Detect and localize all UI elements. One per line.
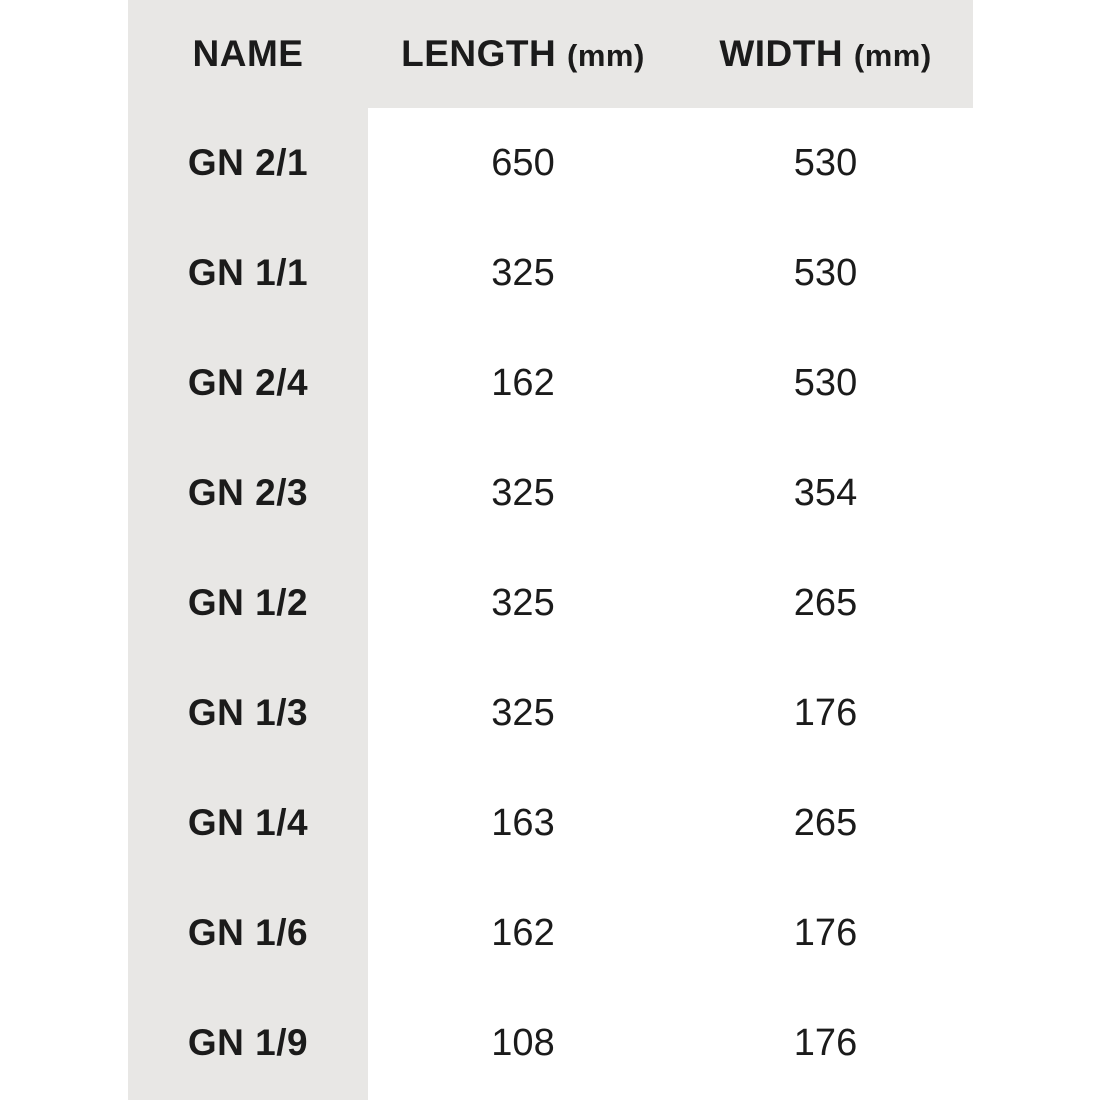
table-row [128, 328, 973, 438]
cell-width: 176 [793, 911, 858, 954]
cell-length: 162 [491, 361, 555, 404]
cell-width: 530 [793, 141, 858, 184]
table-header [128, 0, 973, 108]
cell-width: 176 [793, 1021, 858, 1064]
cell-name: GN 1/3 [187, 692, 309, 733]
table-row [128, 878, 973, 988]
column-header-length-unit: (mm) [567, 38, 645, 73]
cell-length: 325 [491, 581, 555, 624]
cell-name: GN 1/1 [187, 252, 309, 293]
cell-width: 265 [793, 581, 858, 624]
cell-name: GN 1/2 [187, 582, 309, 623]
cell-length: 325 [491, 471, 555, 514]
column-header-width-label: WIDTH [719, 33, 844, 74]
cell-name: GN 2/4 [187, 362, 309, 403]
cell-length: 650 [491, 141, 555, 184]
column-header-width [678, 0, 973, 108]
table-row [128, 218, 973, 328]
table-row [128, 768, 973, 878]
column-header-width-unit: (mm) [853, 38, 932, 73]
cell-name: GN 2/3 [187, 472, 309, 513]
table-row [128, 988, 973, 1098]
cell-length: 108 [491, 1021, 555, 1064]
gastronorm-dimensions-table [128, 0, 973, 1098]
cell-width: 530 [793, 361, 858, 404]
column-header-length [368, 0, 678, 108]
cell-width: 176 [793, 691, 858, 734]
table-body [128, 108, 973, 1098]
cell-length: 163 [491, 801, 555, 844]
table-row [128, 438, 973, 548]
cell-name: GN 1/9 [187, 1022, 309, 1063]
cell-name: GN 2/1 [187, 142, 309, 183]
cell-length: 325 [491, 251, 555, 294]
cell-length: 325 [491, 691, 555, 734]
cell-width: 530 [793, 251, 858, 294]
cell-name: GN 1/6 [187, 912, 309, 953]
table-row [128, 658, 973, 768]
cell-length: 162 [491, 911, 555, 954]
table-row [128, 108, 973, 218]
column-header-name-label: NAME [192, 33, 304, 74]
column-header-length-label: LENGTH [401, 33, 557, 74]
cell-width: 265 [793, 801, 858, 844]
table-header-row [128, 0, 973, 108]
table-row [128, 548, 973, 658]
column-header-name [128, 0, 368, 108]
cell-name: GN 1/4 [187, 802, 309, 843]
cell-width: 354 [793, 471, 858, 514]
